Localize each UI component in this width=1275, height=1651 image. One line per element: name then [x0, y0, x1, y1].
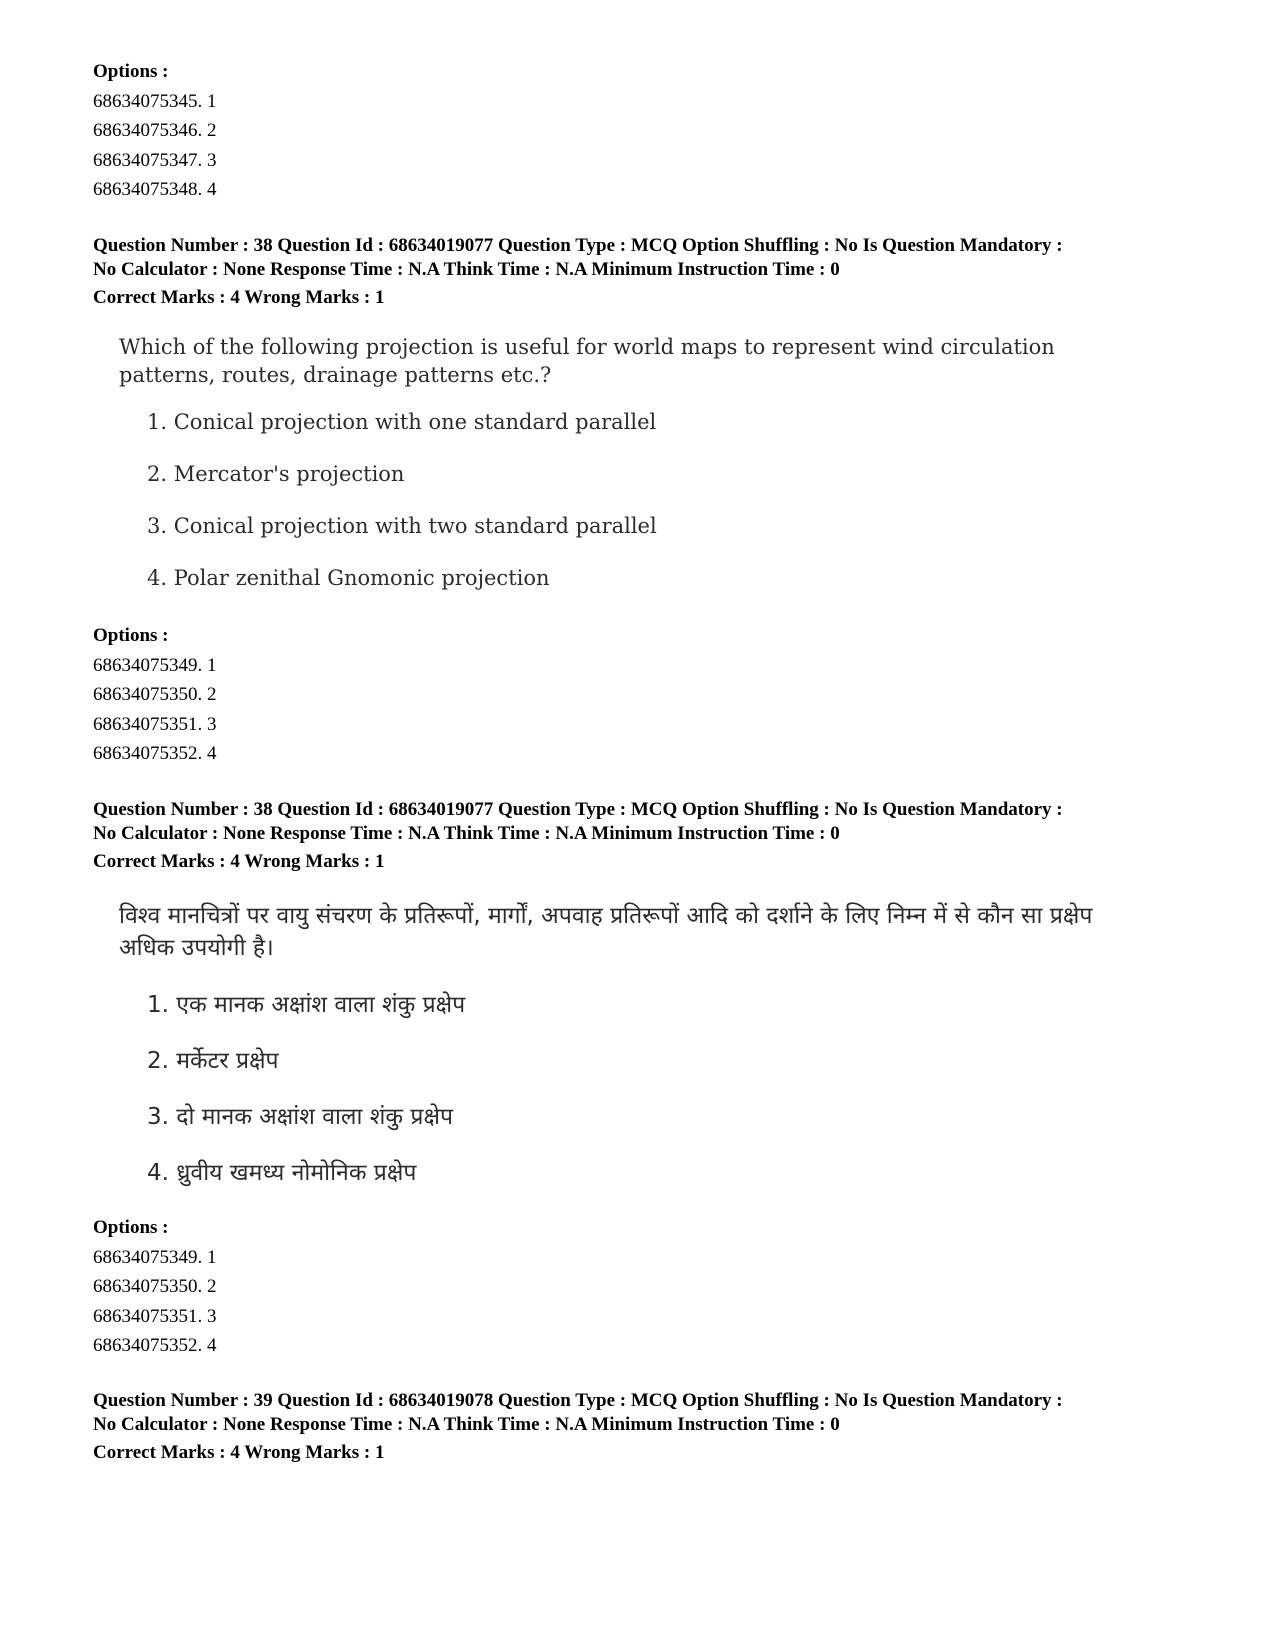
- meta-line: Question Number : 38 Question Id : 68634019077 Question Type : MCQ Option Shuffling : No Is Question Mandatory :: [93, 799, 1063, 820]
- option-line: 68634075349. 1: [93, 1246, 217, 1268]
- option-line: 68634075352. 4: [93, 743, 217, 764]
- options-heading: Options :: [93, 1217, 169, 1238]
- option-line: 68634075346. 2: [93, 120, 217, 141]
- options-block-38-en: [93, 621, 217, 769]
- choice-1: 1. एक मानक अक्षांश वाला शंकु प्रक्षेप: [147, 992, 466, 1018]
- option-line: 68634075349. 1: [93, 654, 217, 676]
- meta-line: No Calculator : None Response Time : N.A Think Time : N.A Minimum Instruction Time : 0: [93, 1414, 840, 1435]
- options-heading: Options :: [93, 61, 169, 82]
- question-body-38-en: [119, 333, 1189, 590]
- question-stem: Which of the following projection is useful for world maps to represent wind circulation patterns, routes, drainage patterns etc.?: [119, 335, 1055, 387]
- option-line: 68634075350. 2: [93, 1276, 217, 1297]
- question-stem: विश्व मानचित्रों पर वायु संचरण के प्रतिरूपों, मार्गों, अपवाह प्रतिरूपों आदि को दर्शाने के लिए निम्न में से कौन सा प्रक्षेप अधिक उपयोगी है।: [119, 903, 1093, 961]
- choice-3: 3. Conical projection with two standard parallel: [147, 514, 657, 538]
- option-line: 68634075351. 3: [93, 713, 217, 735]
- option-line: 68634075348. 4: [93, 179, 217, 200]
- options-heading: Options :: [93, 625, 169, 646]
- marks-line: Correct Marks : 4 Wrong Marks : 1: [93, 851, 385, 872]
- option-line: 68634075352. 4: [93, 1335, 217, 1356]
- question-body-38-hi: [119, 900, 1189, 1186]
- choice-2: 2. मर्केटर प्रक्षेप: [147, 1048, 279, 1074]
- option-line: 68634075351. 3: [93, 1305, 217, 1327]
- meta-line: Question Number : 39 Question Id : 68634019078 Question Type : MCQ Option Shuffling : No Is Question Mandatory :: [93, 1390, 1063, 1411]
- marks-line: Correct Marks : 4 Wrong Marks : 1: [93, 287, 385, 308]
- option-line: 68634075350. 2: [93, 684, 217, 705]
- question-meta-38-en: [93, 234, 1213, 310]
- choice-3: 3. दो मानक अक्षांश वाला शंकु प्रक्षेप: [147, 1104, 454, 1130]
- choice-2: 2. Mercator's projection: [147, 462, 405, 486]
- question-meta-39: [93, 1389, 1213, 1465]
- option-line: 68634075345. 1: [93, 90, 217, 112]
- option-line: 68634075347. 3: [93, 149, 217, 171]
- question-meta-38-hi: [93, 798, 1213, 874]
- meta-line: Question Number : 38 Question Id : 68634019077 Question Type : MCQ Option Shuffling : No Is Question Mandatory :: [93, 235, 1063, 256]
- options-block-38-hi: [93, 1213, 217, 1361]
- choice-4: 4. ध्रुवीय खमध्य नोमोनिक प्रक्षेप: [147, 1160, 417, 1186]
- marks-line: Correct Marks : 4 Wrong Marks : 1: [93, 1442, 385, 1463]
- meta-line: No Calculator : None Response Time : N.A Think Time : N.A Minimum Instruction Time : 0: [93, 823, 840, 844]
- meta-line: No Calculator : None Response Time : N.A Think Time : N.A Minimum Instruction Time : 0: [93, 259, 840, 280]
- choice-4: 4. Polar zenithal Gnomonic projection: [147, 566, 550, 590]
- options-block-top: [93, 57, 217, 205]
- choice-1: 1. Conical projection with one standard parallel: [147, 410, 657, 434]
